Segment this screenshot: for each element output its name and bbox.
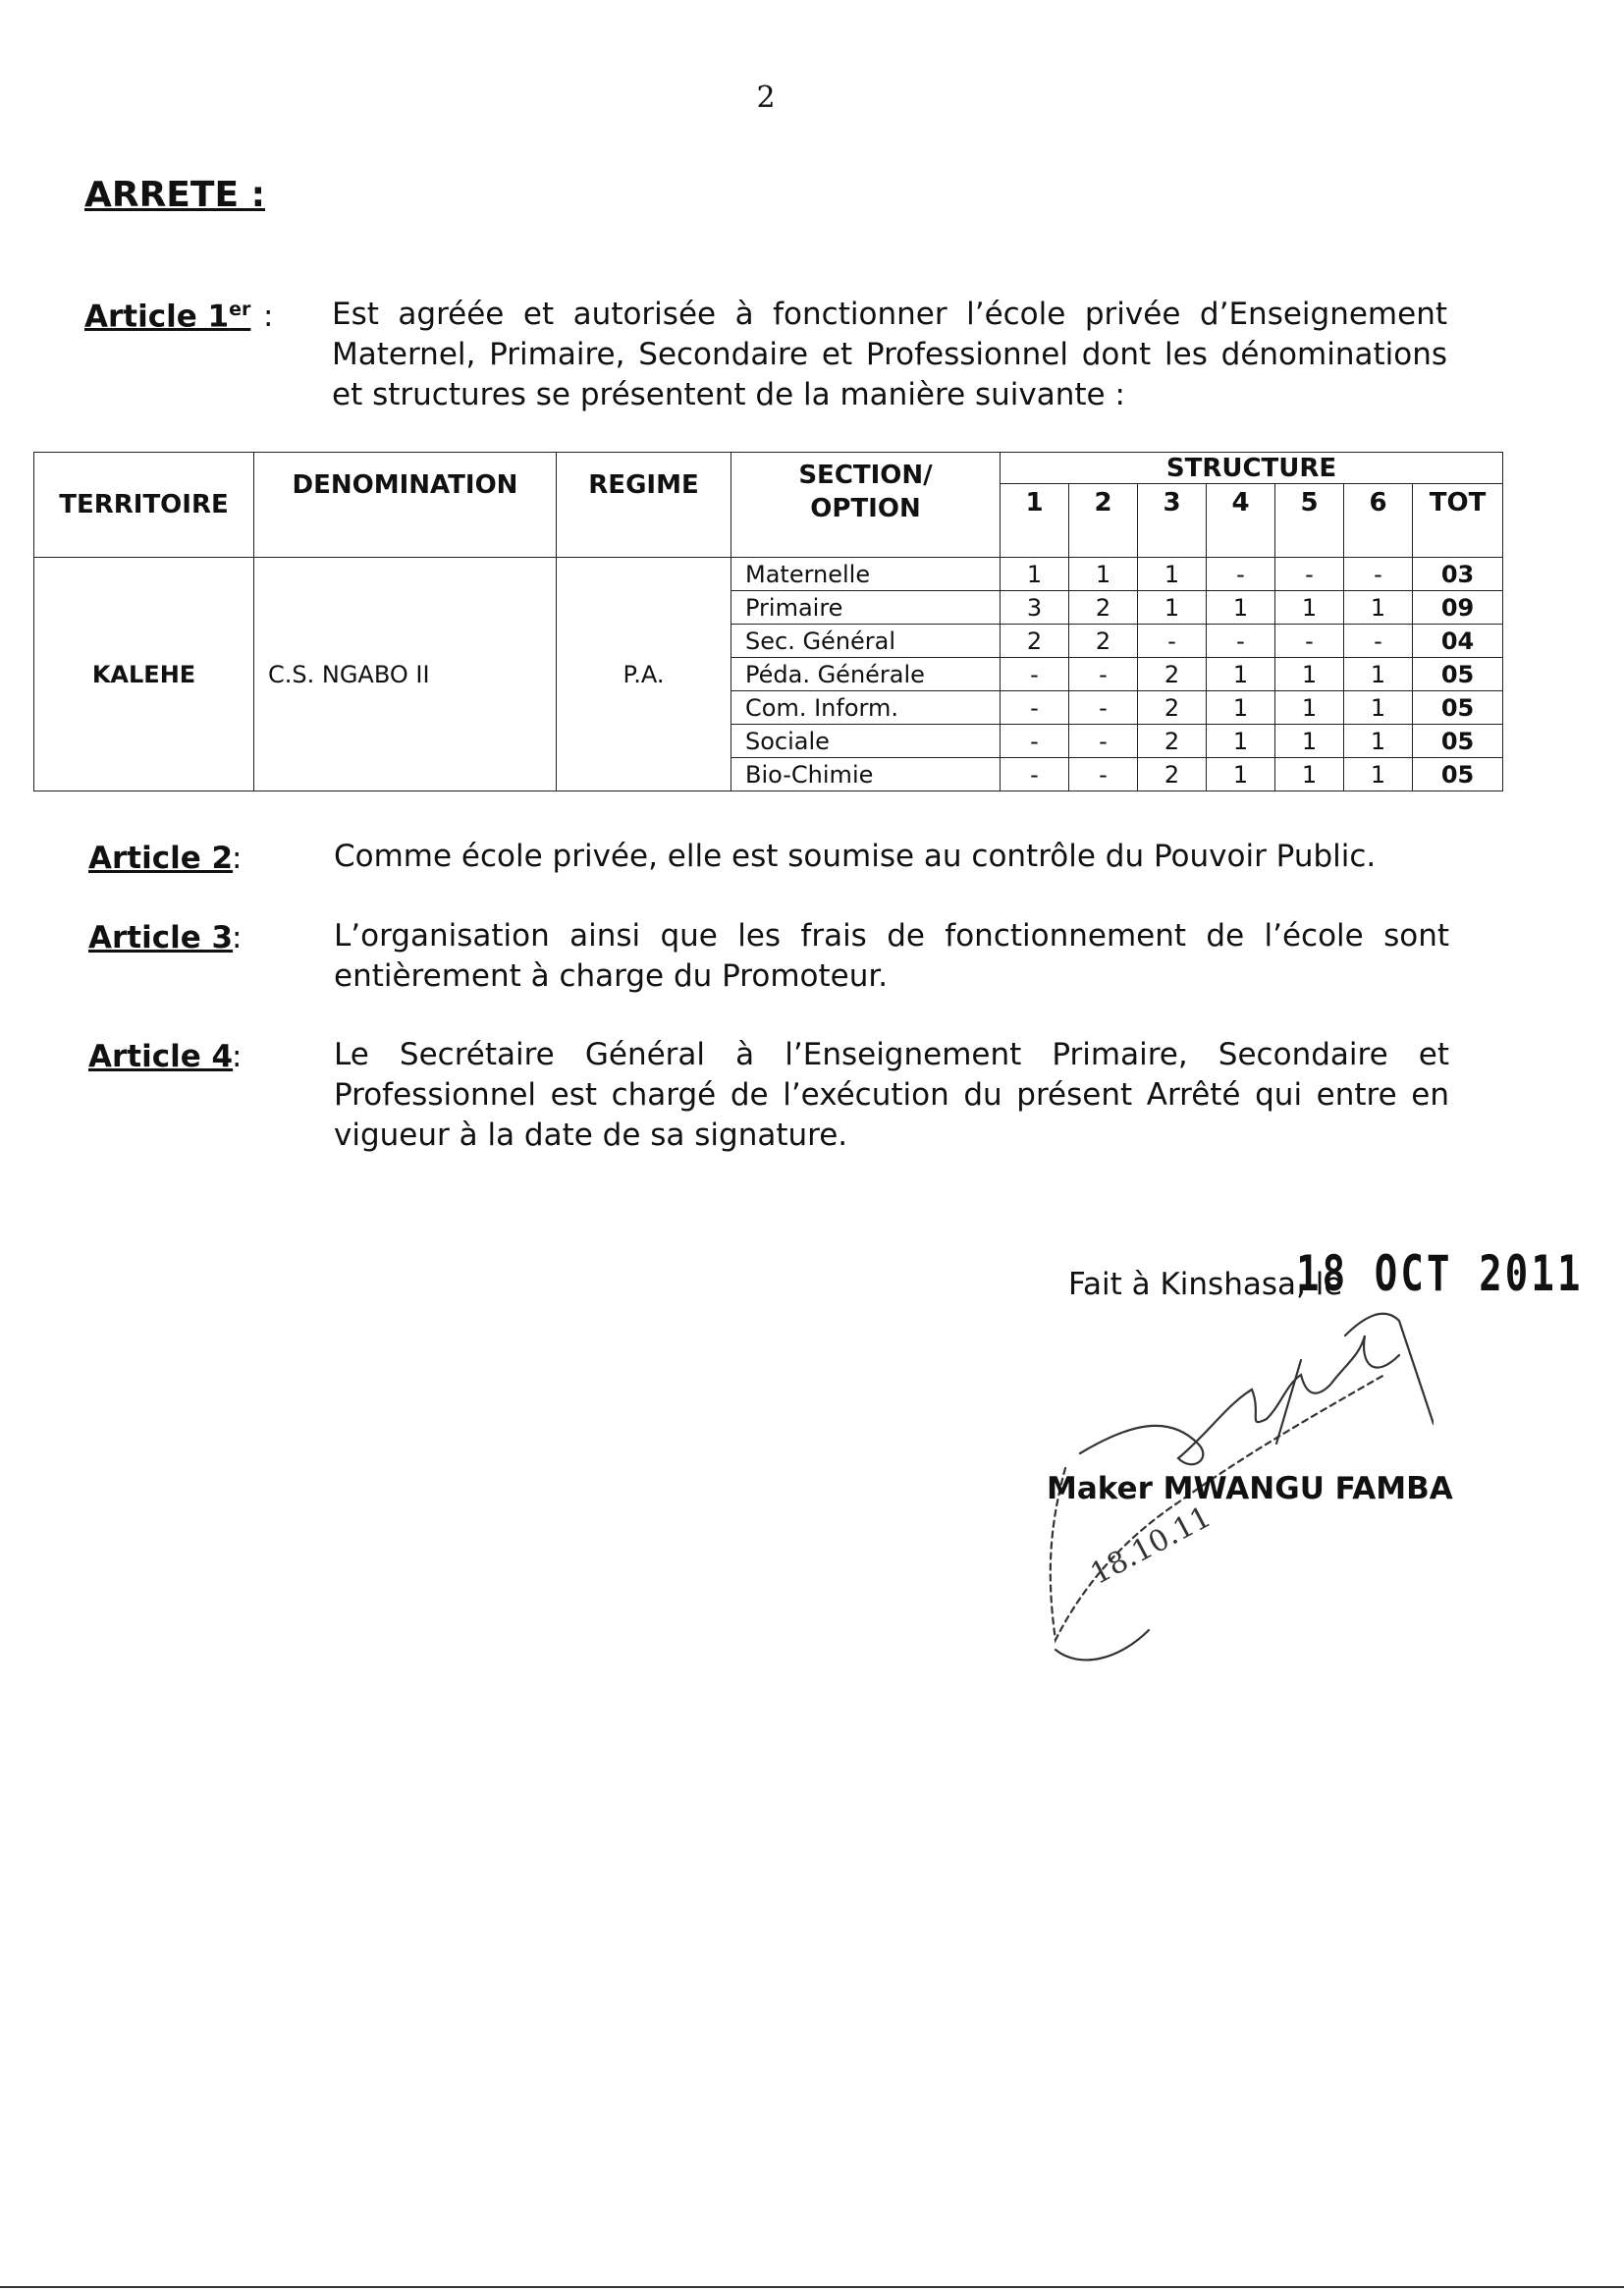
- cell-value: -: [1001, 691, 1069, 725]
- cell-value: -: [1069, 691, 1138, 725]
- cell-value: 1: [1207, 691, 1275, 725]
- article-4-colon: :: [232, 1039, 243, 1074]
- cell-value: -: [1069, 725, 1138, 758]
- cell-regime: P.A.: [557, 558, 731, 791]
- article-2-label: Article 2: [88, 841, 234, 876]
- header-section-option: [731, 453, 1001, 558]
- cell-value: -: [1207, 625, 1275, 658]
- page-number: 2: [756, 81, 776, 115]
- structure-table: [33, 452, 1503, 791]
- cell-value: 2: [1069, 625, 1138, 658]
- cell-value: 2: [1138, 758, 1207, 791]
- decree-heading: ARRETE :: [84, 175, 265, 215]
- cell-total: 05: [1413, 658, 1503, 691]
- cell-value: 2: [1138, 691, 1207, 725]
- cell-value: 1: [1069, 558, 1138, 591]
- handwritten-date: 18.10.11: [1085, 1500, 1218, 1592]
- signer-name: Maker MWANGU FAMBA: [1047, 1471, 1453, 1506]
- cell-value: -: [1207, 558, 1275, 591]
- cell-value: 1: [1344, 758, 1413, 791]
- cell-option: Bio-Chimie: [731, 758, 1001, 791]
- article-2-text: Comme école privée, elle est soumise au contrôle du Pouvoir Public.: [334, 839, 1377, 874]
- table-row: [34, 558, 1503, 591]
- cell-value: -: [1001, 725, 1069, 758]
- header-section-line1: SECTION/: [798, 461, 933, 490]
- cell-value: -: [1275, 558, 1344, 591]
- cell-value: -: [1344, 558, 1413, 591]
- cell-option: Sociale: [731, 725, 1001, 758]
- header-col-5: 5: [1275, 484, 1344, 558]
- cell-value: 1: [1207, 591, 1275, 625]
- cell-denomination: C.S. NGABO II: [254, 558, 557, 791]
- cell-value: -: [1001, 658, 1069, 691]
- cell-value: 1: [1207, 658, 1275, 691]
- cell-total: 03: [1413, 558, 1503, 591]
- cell-value: -: [1001, 758, 1069, 791]
- cell-value: 1: [1275, 658, 1344, 691]
- cell-total: 05: [1413, 758, 1503, 791]
- cell-value: 1: [1275, 725, 1344, 758]
- article-3-text: L’organisation ainsi que les frais de fonctionnement de l’école sont entièrement à charge du Promoteur.: [334, 918, 1449, 994]
- cell-value: 2: [1138, 658, 1207, 691]
- cell-value: 1: [1207, 725, 1275, 758]
- article-3-label: Article 3: [88, 920, 234, 955]
- article-1-label-text: Article 1: [84, 299, 230, 335]
- header-col-tot: TOT: [1413, 484, 1503, 558]
- cell-territoire: KALEHE: [34, 558, 254, 791]
- cell-value: 1: [1275, 591, 1344, 625]
- article-2-colon: :: [232, 841, 243, 876]
- article-4-text: Le Secrétaire Général à l’Enseignement Primaire, Secondaire et Professionnel est chargé de l’exécution du présent Arrêté qui entre en vigueur à la date de sa signature.: [334, 1037, 1449, 1153]
- cell-value: 1: [1138, 591, 1207, 625]
- place-date-text: Fait à Kinshasa, le: [1068, 1267, 1343, 1302]
- cell-value: 1: [1344, 591, 1413, 625]
- header-territoire: TERRITOIRE: [34, 453, 254, 558]
- cell-value: 1: [1001, 558, 1069, 591]
- header-col-2: 2: [1069, 484, 1138, 558]
- date-stamp: 18 OCT 2011: [1296, 1245, 1584, 1302]
- header-col-6: 6: [1344, 484, 1413, 558]
- header-col-1: 1: [1001, 484, 1069, 558]
- cell-value: 1: [1275, 691, 1344, 725]
- page-bottom-rule: [0, 2286, 1624, 2288]
- cell-value: 1: [1207, 758, 1275, 791]
- cell-option: Sec. Général: [731, 625, 1001, 658]
- header-regime: REGIME: [557, 453, 731, 558]
- cell-value: 1: [1275, 758, 1344, 791]
- article-1-colon: :: [263, 299, 274, 334]
- header-col-4: 4: [1207, 484, 1275, 558]
- cell-value: 2: [1001, 625, 1069, 658]
- article-3-colon: :: [232, 920, 243, 955]
- cell-value: 2: [1069, 591, 1138, 625]
- signature-image: [1021, 1296, 1434, 1738]
- header-structure: STRUCTURE: [1001, 453, 1503, 484]
- cell-total: 04: [1413, 625, 1503, 658]
- cell-option: Primaire: [731, 591, 1001, 625]
- cell-total: 09: [1413, 591, 1503, 625]
- cell-value: -: [1069, 658, 1138, 691]
- cell-value: 1: [1344, 691, 1413, 725]
- cell-value: 1: [1344, 658, 1413, 691]
- cell-value: -: [1138, 625, 1207, 658]
- cell-option: Com. Inform.: [731, 691, 1001, 725]
- article-4-label: Article 4: [88, 1039, 234, 1074]
- article-1-label-sup: er: [229, 299, 251, 320]
- cell-value: 1: [1344, 725, 1413, 758]
- cell-value: -: [1069, 758, 1138, 791]
- header-col-3: 3: [1138, 484, 1207, 558]
- cell-value: -: [1275, 625, 1344, 658]
- cell-option: Péda. Générale: [731, 658, 1001, 691]
- header-denomination: DENOMINATION: [254, 453, 557, 558]
- article-1-text: Est agréée et autorisée à fonctionner l’école privée d’Enseignement Maternel, Primaire, Secondaire et Professionnel dont les dénominations et structures se présentent de la manière suivante :: [332, 297, 1447, 412]
- cell-value: -: [1344, 625, 1413, 658]
- cell-value: 3: [1001, 591, 1069, 625]
- cell-total: 05: [1413, 725, 1503, 758]
- cell-total: 05: [1413, 691, 1503, 725]
- article-1-label: [84, 299, 250, 334]
- cell-value: 1: [1138, 558, 1207, 591]
- header-section-line2: OPTION: [810, 494, 921, 523]
- cell-option: Maternelle: [731, 558, 1001, 591]
- cell-value: 2: [1138, 725, 1207, 758]
